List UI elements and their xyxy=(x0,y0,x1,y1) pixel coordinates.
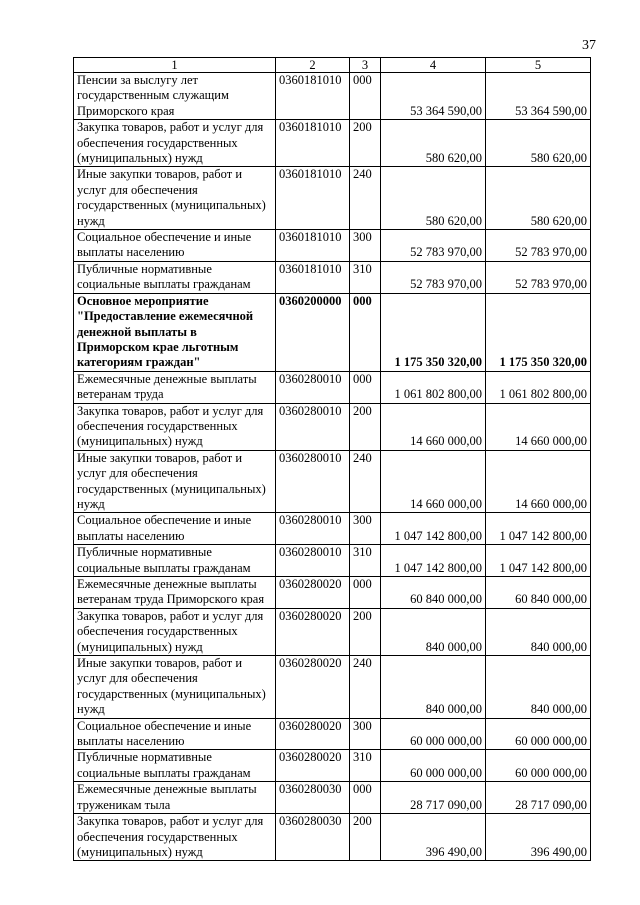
row-name-cell: Иные закупки товаров, работ и услуг для обеспечения государственных (муниципальных) нужд xyxy=(74,450,276,513)
row-value-4-cell: 580 620,00 xyxy=(381,120,486,167)
row-name-cell: Закупка товаров, работ и услуг для обеспечения государственных (муниципальных) нужд xyxy=(74,403,276,450)
table-row xyxy=(74,577,591,609)
row-vr-cell: 200 xyxy=(350,120,381,167)
table-row xyxy=(74,750,591,782)
row-name-cell: Пенсии за выслугу лет государственным служащим Приморского края xyxy=(74,73,276,120)
row-name-cell: Иные закупки товаров, работ и услуг для обеспечения государственных (муниципальных) нужд xyxy=(74,167,276,230)
row-csr-cell: 0360280030 xyxy=(276,782,350,814)
row-csr-cell: 0360280030 xyxy=(276,814,350,861)
table-row xyxy=(74,814,591,861)
row-name-cell: Ежемесячные денежные выплаты труженикам тыла xyxy=(74,782,276,814)
row-value-4-cell: 1 175 350 320,00 xyxy=(381,293,486,371)
table-row xyxy=(74,230,591,262)
table-row xyxy=(74,261,591,293)
row-name-cell: Социальное обеспечение и иные выплаты населению xyxy=(74,718,276,750)
header-col-5: 5 xyxy=(486,58,591,73)
row-name-cell: Социальное обеспечение и иные выплаты населению xyxy=(74,513,276,545)
row-name-cell: Закупка товаров, работ и услуг для обеспечения государственных (муниципальных) нужд xyxy=(74,120,276,167)
row-value-5-cell: 52 783 970,00 xyxy=(486,230,591,262)
row-vr-cell: 200 xyxy=(350,814,381,861)
row-vr-cell: 310 xyxy=(350,750,381,782)
row-value-4-cell: 60 000 000,00 xyxy=(381,718,486,750)
row-value-5-cell: 840 000,00 xyxy=(486,656,591,719)
row-csr-cell: 0360280020 xyxy=(276,718,350,750)
row-name-cell: Публичные нормативные социальные выплаты гражданам xyxy=(74,261,276,293)
budget-table xyxy=(73,57,591,861)
row-value-4-cell: 28 717 090,00 xyxy=(381,782,486,814)
row-csr-cell: 0360280010 xyxy=(276,513,350,545)
row-value-5-cell: 53 364 590,00 xyxy=(486,73,591,120)
header-col-3: 3 xyxy=(350,58,381,73)
row-vr-cell: 240 xyxy=(350,167,381,230)
header-col-4: 4 xyxy=(381,58,486,73)
row-vr-cell: 000 xyxy=(350,73,381,120)
row-csr-cell: 0360280020 xyxy=(276,750,350,782)
table-row xyxy=(74,73,591,120)
table-body xyxy=(74,73,591,861)
table-row xyxy=(74,167,591,230)
row-value-5-cell: 1 047 142 800,00 xyxy=(486,545,591,577)
table-row xyxy=(74,403,591,450)
row-vr-cell: 000 xyxy=(350,293,381,371)
row-value-5-cell: 840 000,00 xyxy=(486,608,591,655)
row-csr-cell: 0360280020 xyxy=(276,656,350,719)
table-row xyxy=(74,608,591,655)
row-vr-cell: 310 xyxy=(350,545,381,577)
row-vr-cell: 240 xyxy=(350,450,381,513)
row-vr-cell: 300 xyxy=(350,230,381,262)
row-value-5-cell: 580 620,00 xyxy=(486,120,591,167)
row-value-4-cell: 52 783 970,00 xyxy=(381,230,486,262)
table-row xyxy=(74,782,591,814)
row-csr-cell: 0360280020 xyxy=(276,608,350,655)
row-name-cell: Ежемесячные денежные выплаты ветеранам труда Приморского края xyxy=(74,577,276,609)
row-name-cell: Публичные нормативные социальные выплаты гражданам xyxy=(74,545,276,577)
row-value-4-cell: 1 047 142 800,00 xyxy=(381,545,486,577)
row-csr-cell: 0360181010 xyxy=(276,120,350,167)
header-col-1: 1 xyxy=(74,58,276,73)
row-value-5-cell: 580 620,00 xyxy=(486,167,591,230)
row-value-4-cell: 840 000,00 xyxy=(381,608,486,655)
row-value-4-cell: 14 660 000,00 xyxy=(381,403,486,450)
row-value-5-cell: 14 660 000,00 xyxy=(486,450,591,513)
table-header-row xyxy=(74,58,591,73)
row-value-5-cell: 1 175 350 320,00 xyxy=(486,293,591,371)
row-value-5-cell: 1 061 802 800,00 xyxy=(486,371,591,403)
table-row xyxy=(74,450,591,513)
row-value-5-cell: 60 000 000,00 xyxy=(486,750,591,782)
row-name-cell: Иные закупки товаров, работ и услуг для обеспечения государственных (муниципальных) нужд xyxy=(74,656,276,719)
row-value-4-cell: 840 000,00 xyxy=(381,656,486,719)
table-row xyxy=(74,513,591,545)
row-csr-cell: 0360181010 xyxy=(276,261,350,293)
row-name-cell: Публичные нормативные социальные выплаты гражданам xyxy=(74,750,276,782)
table-row xyxy=(74,718,591,750)
row-value-4-cell: 52 783 970,00 xyxy=(381,261,486,293)
page-number: 37 xyxy=(582,38,596,53)
row-vr-cell: 000 xyxy=(350,577,381,609)
row-csr-cell: 0360280010 xyxy=(276,403,350,450)
row-value-4-cell: 580 620,00 xyxy=(381,167,486,230)
row-vr-cell: 300 xyxy=(350,513,381,545)
row-value-5-cell: 60 840 000,00 xyxy=(486,577,591,609)
row-value-4-cell: 396 490,00 xyxy=(381,814,486,861)
row-value-5-cell: 396 490,00 xyxy=(486,814,591,861)
table-row xyxy=(74,371,591,403)
row-csr-cell: 0360181010 xyxy=(276,73,350,120)
row-vr-cell: 000 xyxy=(350,782,381,814)
row-vr-cell: 000 xyxy=(350,371,381,403)
row-vr-cell: 310 xyxy=(350,261,381,293)
row-vr-cell: 200 xyxy=(350,403,381,450)
row-csr-cell: 0360280010 xyxy=(276,450,350,513)
row-value-5-cell: 1 047 142 800,00 xyxy=(486,513,591,545)
table-row xyxy=(74,545,591,577)
row-value-4-cell: 14 660 000,00 xyxy=(381,450,486,513)
row-name-cell: Закупка товаров, работ и услуг для обеспечения государственных (муниципальных) нужд xyxy=(74,608,276,655)
row-value-4-cell: 1 061 802 800,00 xyxy=(381,371,486,403)
row-name-cell: Закупка товаров, работ и услуг для обеспечения государственных (муниципальных) нужд xyxy=(74,814,276,861)
row-value-5-cell: 60 000 000,00 xyxy=(486,718,591,750)
row-name-cell: Основное мероприятие "Предоставление ежемесячной денежной выплаты в Приморском крае льготным категориям граждан" xyxy=(74,293,276,371)
row-vr-cell: 200 xyxy=(350,608,381,655)
row-vr-cell: 300 xyxy=(350,718,381,750)
row-csr-cell: 0360280010 xyxy=(276,371,350,403)
row-value-5-cell: 14 660 000,00 xyxy=(486,403,591,450)
row-csr-cell: 0360181010 xyxy=(276,230,350,262)
table-row xyxy=(74,656,591,719)
row-value-5-cell: 52 783 970,00 xyxy=(486,261,591,293)
row-csr-cell: 0360181010 xyxy=(276,167,350,230)
row-value-4-cell: 1 047 142 800,00 xyxy=(381,513,486,545)
row-value-4-cell: 60 840 000,00 xyxy=(381,577,486,609)
row-value-4-cell: 53 364 590,00 xyxy=(381,73,486,120)
row-name-cell: Социальное обеспечение и иные выплаты населению xyxy=(74,230,276,262)
row-csr-cell: 0360280020 xyxy=(276,577,350,609)
row-vr-cell: 240 xyxy=(350,656,381,719)
table-row xyxy=(74,293,591,371)
row-csr-cell: 0360200000 xyxy=(276,293,350,371)
row-name-cell: Ежемесячные денежные выплаты ветеранам труда xyxy=(74,371,276,403)
row-value-4-cell: 60 000 000,00 xyxy=(381,750,486,782)
row-csr-cell: 0360280010 xyxy=(276,545,350,577)
header-col-2: 2 xyxy=(276,58,350,73)
table-row xyxy=(74,120,591,167)
row-value-5-cell: 28 717 090,00 xyxy=(486,782,591,814)
